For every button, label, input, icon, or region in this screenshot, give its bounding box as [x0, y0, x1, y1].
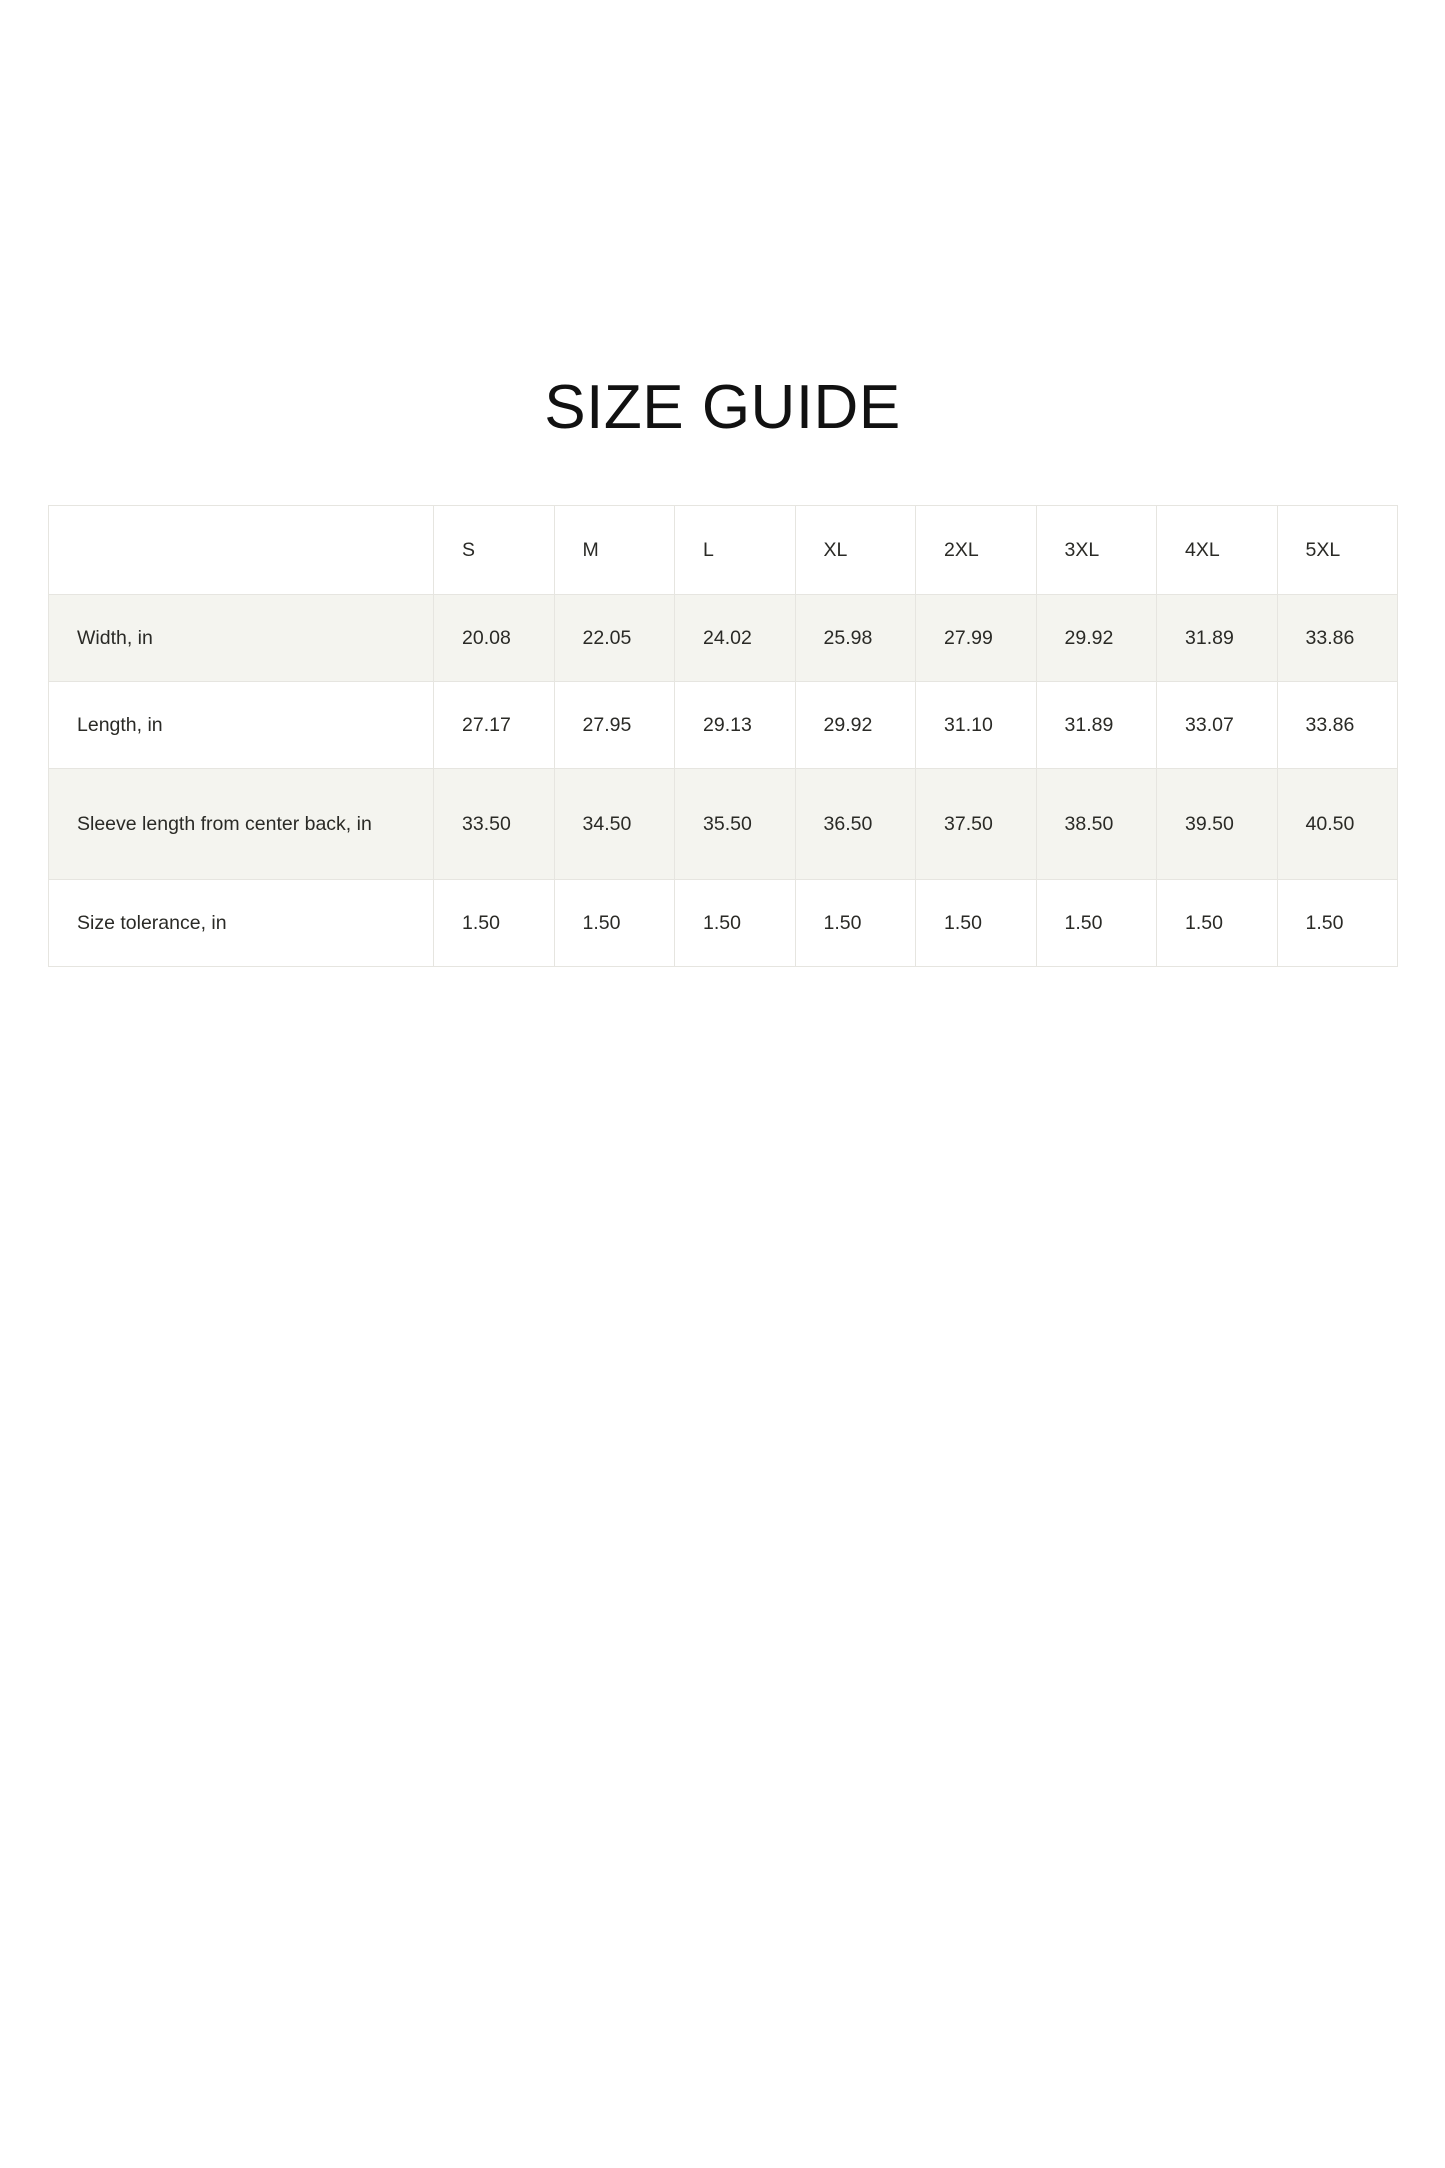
cell-value: 29.92: [1036, 595, 1157, 682]
cell-value: 31.10: [916, 682, 1037, 769]
column-header-l: L: [675, 506, 796, 595]
cell-value: 40.50: [1277, 769, 1398, 880]
column-header-5xl: 5XL: [1277, 506, 1398, 595]
size-guide-table: [48, 505, 1398, 967]
column-header-2xl: 2XL: [916, 506, 1037, 595]
cell-value: 33.86: [1277, 595, 1398, 682]
row-label-text: Length, in: [77, 713, 163, 736]
row-label-text: Width, in: [77, 626, 153, 649]
cell-value: 33.86: [1277, 682, 1398, 769]
cell-value: 25.98: [795, 595, 916, 682]
cell-value: 24.02: [675, 595, 796, 682]
size-guide-table-wrapper: [48, 505, 1397, 967]
column-header-m: M: [554, 506, 675, 595]
table-row: [49, 769, 1398, 880]
cell-value: 27.99: [916, 595, 1037, 682]
table-row: [49, 880, 1398, 967]
column-header-xl: XL: [795, 506, 916, 595]
cell-value: 27.17: [434, 682, 555, 769]
cell-value: 37.50: [916, 769, 1037, 880]
cell-value: 22.05: [554, 595, 675, 682]
column-header-4xl: 4XL: [1157, 506, 1278, 595]
table-header-row: [49, 506, 1398, 595]
row-label: [49, 595, 434, 682]
column-header-measurement: [49, 506, 434, 595]
row-label: [49, 682, 434, 769]
cell-value: 29.13: [675, 682, 796, 769]
cell-value: 1.50: [916, 880, 1037, 967]
cell-value: 33.50: [434, 769, 555, 880]
cell-value: 39.50: [1157, 769, 1278, 880]
table-row: [49, 595, 1398, 682]
cell-value: 38.50: [1036, 769, 1157, 880]
cell-value: 1.50: [1157, 880, 1278, 967]
cell-value: 1.50: [434, 880, 555, 967]
row-label-text: Sleeve length from center back, in: [77, 812, 372, 835]
cell-value: 34.50: [554, 769, 675, 880]
cell-value: 31.89: [1157, 595, 1278, 682]
table-body: [49, 595, 1398, 967]
column-header-3xl: 3XL: [1036, 506, 1157, 595]
cell-value: 1.50: [1036, 880, 1157, 967]
cell-value: 1.50: [675, 880, 796, 967]
table-head: [49, 506, 1398, 595]
cell-value: 1.50: [1277, 880, 1398, 967]
page-title: SIZE GUIDE: [544, 372, 901, 442]
cell-value: 33.07: [1157, 682, 1278, 769]
row-label: [49, 880, 434, 967]
cell-value: 1.50: [554, 880, 675, 967]
row-label-text: Size tolerance, in: [77, 911, 227, 934]
cell-value: 29.92: [795, 682, 916, 769]
cell-value: 27.95: [554, 682, 675, 769]
table-row: [49, 682, 1398, 769]
cell-value: 35.50: [675, 769, 796, 880]
cell-value: 36.50: [795, 769, 916, 880]
column-header-s: S: [434, 506, 555, 595]
cell-value: 31.89: [1036, 682, 1157, 769]
row-label: [49, 769, 434, 880]
cell-value: 1.50: [795, 880, 916, 967]
cell-value: 20.08: [434, 595, 555, 682]
